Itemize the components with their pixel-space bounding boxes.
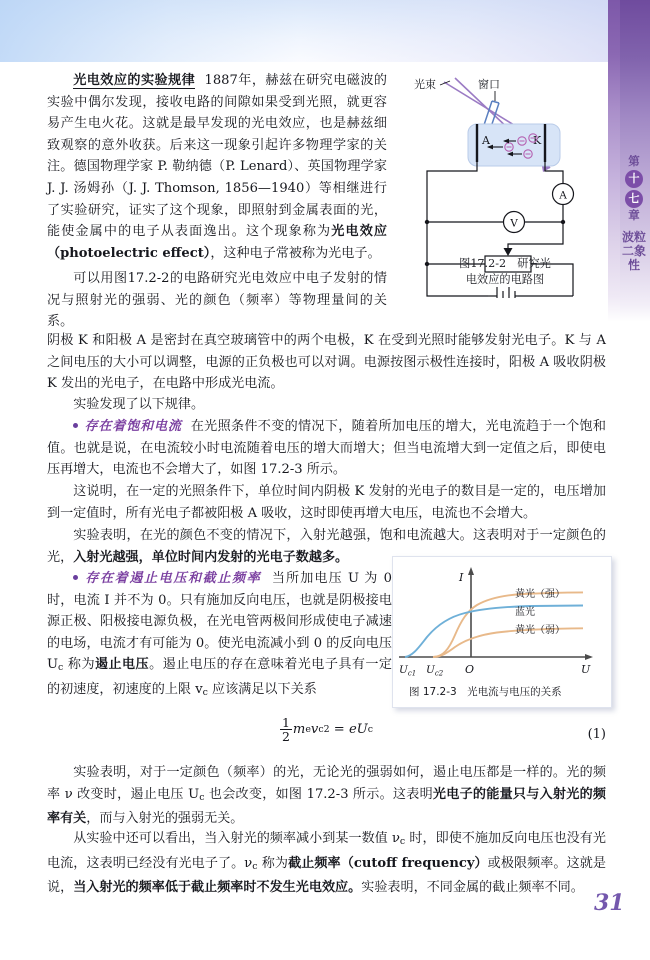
term-photoelectric-effect: 光电效应（photoelectric effect） — [47, 224, 387, 261]
fraction-numerator: 1 — [281, 715, 290, 730]
section-lead-title: 光电效应的实验规律 — [73, 73, 196, 88]
symbol-velocity-sup: 2 — [323, 723, 330, 735]
symbol-rhs-sub: c — [367, 723, 374, 735]
fraction-denominator: 2 — [281, 729, 290, 745]
graph-tick-uc2: $U_{c2}$ — [426, 664, 444, 678]
rule-2-sub-c1: c — [58, 662, 64, 674]
chapter-tab-title: 波粒二象性 — [622, 229, 647, 272]
chapter-tab-suffix: 章 — [628, 208, 640, 222]
symbol-equals: = — [333, 721, 345, 737]
page-top-gradient-overlay — [0, 0, 650, 62]
chapter-tab-badge-ten: 十 — [625, 170, 643, 188]
figure1-caption-line1: 图17.2-2 研究光 — [459, 257, 551, 270]
chapter-tab-prefix: 第 — [628, 154, 640, 168]
figure1-window-label: 窗口 — [478, 78, 500, 91]
figure1-caption-line2: 电效应的电路图 — [465, 273, 545, 286]
figure1-caption — [430, 256, 580, 288]
rule-2-body-a: 当所加电压 U 为 0 时，电流 I 并不为 0。只有施加反向电压，也就是阴极接电源正极、阳极接电源负极，在光电管两极间形成使电子减速的电场，电流才有可能为 0。使光电流减小到 0 的反向电压 U — [47, 571, 393, 673]
figure1-beam-label: 光束 — [414, 78, 436, 91]
chapter-tab-text — [622, 155, 646, 272]
rule-2-body-c: 。遏止电压的存在意味着光电子具有一定的初速度，初速度的上限 v — [47, 657, 393, 698]
rule-saturation-current — [47, 416, 606, 481]
symbol-mass: m — [292, 721, 306, 737]
paragraph-saturation-explanation — [47, 481, 606, 524]
paragraph-8-e: 实验表明，不同金属的截止频率不同。 — [361, 880, 584, 896]
legend-yellow-weak: 黄光（弱） — [515, 625, 565, 636]
figure1-anode-label: A — [482, 134, 490, 147]
rule-1-body: 在光照条件不变的情况下，随着所加电压的增大，光电流趋于一个饱和值。也就是说，在电流较小时电流随着电压的增大而增大；但当电流增大到一定值之后，即使电压再增大，电流也不会增大了，如图 17.2-3 所示。 — [47, 419, 607, 478]
rule-2-body-b: 称为 — [63, 657, 95, 673]
symbol-mass-sub: e — [305, 723, 311, 735]
paragraph-8-bold2: 当入射光的频率低于截止频率时不发生光电效应。 — [73, 880, 362, 896]
graph-y-axis-label: I — [459, 571, 464, 584]
graph-tick-uc1: $U_{c1}$ — [399, 664, 417, 678]
graph-x-axis-label: U — [581, 663, 591, 676]
fraction-one-half — [280, 716, 292, 743]
paragraph-8-a: 从实验中还可以看出，当入射光的频率减小到某一数值 ν — [73, 831, 400, 846]
paragraph-5-text: 这说明，在一定的光照条件下，单位时间内阴极 K 发射的光电子的数目是一定的，电压增加到一定值时，所有光电子都被阳极 A 吸收，这时即使再增大电压，电流也不会增大。 — [47, 484, 606, 521]
paragraph-6-bold: 入射光越强，单位时间内发射的光电子数越多。 — [73, 549, 349, 565]
paragraph-rules-intro — [47, 394, 606, 416]
paragraph-8-c: 称为 — [257, 855, 289, 871]
equation-kinetic-energy — [47, 716, 606, 743]
paragraph-8-sub1: c — [399, 836, 406, 848]
paragraph-4-text: 实验发现了以下规律。 — [73, 397, 205, 412]
figure-current-voltage-graph — [392, 556, 612, 708]
figure1-voltmeter-label: V — [510, 217, 518, 230]
chapter-tab-badge-seven: 七 — [625, 190, 643, 208]
bullet-dot-icon — [73, 423, 78, 428]
rule-1-heading: 存在着饱和电流 — [84, 419, 182, 434]
paragraph-cutoff-frequency — [47, 828, 606, 899]
paragraph-1-text: 1887年，赫兹在研究电磁波的实验中偶尔发现，接收电路的间隙如果受到光照，就更容易产生电火花。这就是最早发现的光电效应，也是赫兹细致观察的意外收获。后来这一现象引起许多物理学家的关注。德国物理学家 P. 勒纳德（P. Lenard）、英国物理学家 J. J. 汤姆孙（J. J. Thomson, 1856—1940）等相继进行了实验研究，证实了这个现象，即照射到金属表面的光，能使金属中的电子从表面逸出。这个现象称为 — [47, 73, 388, 240]
paragraph-1-tail: ，这种电子常被称为光电子。 — [210, 245, 381, 261]
figure2-caption: 图 17.2-3 光电流与电压的关系 — [409, 686, 562, 698]
rule-2-heading: 存在着遏止电压和截止频率 — [84, 571, 262, 586]
paragraph-6-text: 实验表明，在光的颜色不变的情况下，入射光越强，饱和电流越大。这表明对于一定颜色的光， — [47, 528, 606, 565]
graph-origin-label: O — [465, 663, 475, 676]
paragraph-7-sub: c — [199, 791, 205, 803]
paragraph-3-text: 阴极 K 和阳极 A 是密封在真空玻璃管中的两个电极，K 在受到光照时能够发射光电子。K 与 A 之间电压的大小可以调整，电源的正负极也可以对调。电源按图示极性连接时，阳极 A 吸收阴极 K 发出的光电子，在电路中形成光电流。 — [47, 333, 606, 392]
rule-stopping-voltage — [47, 568, 392, 704]
paragraph-7-a: 实验表明，对于一定颜色（频率）的光，无论光的强弱如何，遏止电压都是一样的。光的频率 ν 改变时，遏止电压 U — [47, 765, 606, 802]
paragraph-frequency-dependence — [47, 762, 606, 830]
paragraph-2-text: 可以用图17.2-2的电路研究光电效应中电子发射的情况与照射光的强弱、光的颜色（频率）等物理量间的关系。 — [47, 271, 387, 330]
symbol-velocity-sub: c — [318, 723, 324, 735]
paragraph-8-d: 或极限频率。这就是说， — [47, 855, 606, 896]
paragraph-8-sub2: c — [252, 860, 258, 872]
legend-yellow-strong: 黄光（强） — [515, 589, 565, 600]
rule-2-sub-c2: c — [202, 687, 208, 699]
equation-number: (1) — [587, 727, 606, 742]
symbol-velocity: v — [310, 721, 319, 737]
paragraph-electrodes — [47, 330, 606, 395]
figure1-ammeter-label: A — [559, 189, 567, 202]
paragraph-7-b: 也会改变，如图 17.2-3 所示。这表明 — [204, 786, 433, 802]
paragraph-circuit-reference — [47, 268, 387, 333]
paragraph-photoelectric-intro — [47, 70, 387, 264]
legend-blue: 蓝光 — [515, 607, 535, 618]
rule-2-body-d: 应该满足以下关系 — [207, 682, 317, 698]
paragraph-7-bold: 光电子的能量只与入射光的频率有关 — [47, 786, 607, 827]
symbol-rhs: eU — [348, 721, 368, 737]
term-cutoff-frequency: 截止频率（cutoff frequency） — [288, 855, 488, 871]
paragraph-8-b: 时，即使不施加反向电压也没有光电流，这表明已经没有光电子了。ν — [47, 831, 606, 871]
paragraph-7-c: ，而与入射光的强弱无关。 — [86, 811, 244, 827]
equation-row — [47, 716, 606, 743]
figure1-cathode-label: K — [533, 134, 542, 147]
term-stopping-voltage: 遏止电压 — [94, 657, 150, 673]
page-number: 31 — [594, 890, 625, 916]
bullet-dot-icon-2 — [73, 575, 78, 580]
